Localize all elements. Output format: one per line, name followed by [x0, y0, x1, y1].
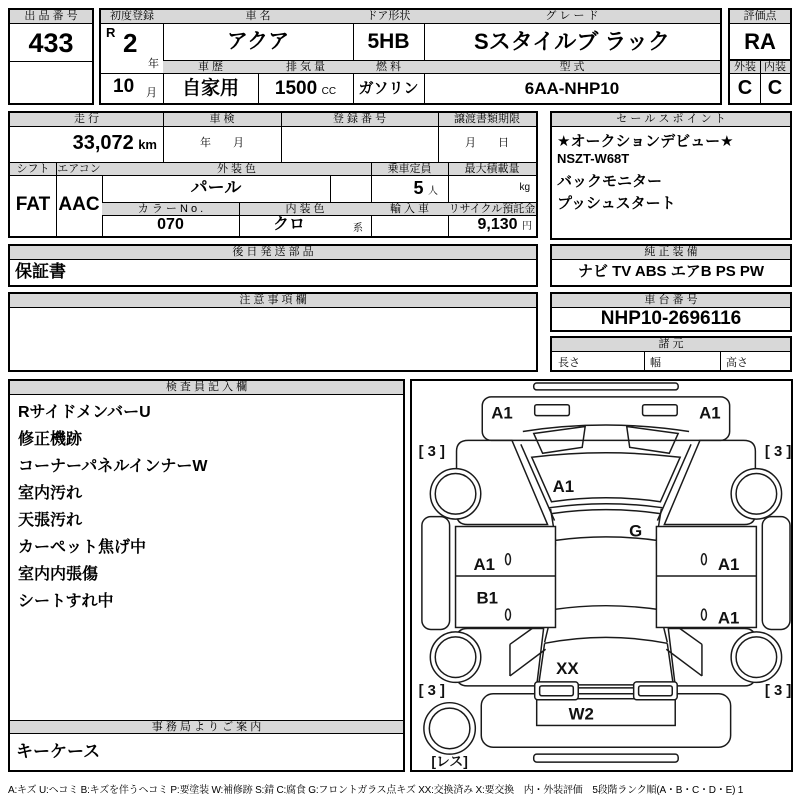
rear-window-bottom	[545, 637, 668, 643]
front-panel	[482, 397, 729, 441]
shift-value: FAT	[15, 194, 51, 215]
color-no-value: 070	[157, 216, 184, 233]
inspector-note-line: 室内汚れ	[18, 485, 83, 502]
transfer-deadline-value: 月 日	[465, 137, 509, 149]
tail-light-left	[535, 682, 579, 700]
chassis-value: NHP10-2696116	[600, 308, 742, 329]
rear-bumper-strip	[534, 754, 678, 762]
mark-right-rear-door: A1	[717, 608, 740, 628]
recycle-deposit-label: リサイクル預託金	[448, 203, 536, 215]
car-diagram	[412, 381, 791, 770]
front-bumper-strip	[534, 383, 678, 390]
office-label: 事 務 局 よ り ご 案 内	[10, 720, 403, 734]
car-name-value: アクア	[226, 30, 290, 53]
equipment-box	[550, 244, 792, 287]
mark-tire-rl: [ 3 ]	[418, 682, 445, 699]
later-parts-value: 保証書	[15, 262, 66, 281]
side-sill-right	[762, 517, 790, 630]
later-parts-box	[8, 244, 538, 287]
history-label: 車 歴	[163, 60, 258, 74]
door-shape-value: 5HB	[367, 30, 410, 53]
displacement-unit: CC	[321, 86, 337, 97]
mark-rear-gate: XX	[556, 658, 579, 678]
tail-light-right	[634, 682, 678, 700]
wheel-rear-left	[430, 632, 480, 682]
side-sill-left	[422, 517, 450, 630]
max-load-label: 最大積載量	[448, 162, 536, 176]
rear-panel	[537, 699, 676, 726]
sales-points-box	[550, 111, 792, 240]
score-box	[728, 8, 792, 105]
sales-points-label: セ ー ル ス ポ イ ン ト	[552, 113, 790, 127]
mark-front-left: A1	[491, 403, 513, 423]
fuel-value: ガソリン	[358, 80, 419, 97]
sales-point-line: ★オークションデビュー★	[557, 133, 734, 150]
mileage-label: 走 行	[10, 113, 163, 127]
import-label: 輸 入 車	[371, 202, 448, 216]
recycle-number: 9,130	[477, 216, 518, 233]
score-label: 評価点	[730, 10, 790, 24]
sales-point-line: プッシュスタート	[557, 195, 676, 212]
recycle-deposit-value	[448, 215, 532, 236]
footer-legend: A:キズ U:ヘコミ B:キズを伴うヘコミ P:要塗装 W:補修跡 S:錆 C:腐食 G:フロントガラス点キズ XX:交換済み X:要交換 内・外装評価 5段階ランク順(A・B・C・D・E) 1	[8, 785, 744, 796]
inspector-notes	[18, 399, 398, 615]
specs-box	[550, 336, 792, 372]
aircon-value: AAC	[58, 194, 100, 215]
exterior-color-value: パール	[190, 178, 242, 197]
registration-number-label: 登 録 番 号	[281, 113, 438, 127]
vehicle-header-box	[99, 8, 722, 105]
displacement-label: 排 気 量	[258, 60, 353, 74]
wheel-front-right	[731, 469, 781, 519]
car-diagram-box	[410, 379, 793, 772]
registration-number-value	[281, 127, 438, 162]
capacity-number: 5	[413, 178, 424, 198]
era-year: 2	[123, 28, 138, 58]
recycle-unit: 円	[522, 221, 532, 232]
inspector-note-line: RサイドメンバーU	[18, 404, 151, 421]
grade-label: グ レ ー ド	[424, 10, 720, 24]
interior-color-suffix: 系	[353, 223, 363, 234]
mark-tire-fl: [ 3 ]	[418, 444, 445, 461]
exterior-color-label: 外 装 色	[102, 162, 371, 176]
tail-connector	[578, 688, 633, 694]
info-box	[8, 111, 538, 238]
interior-color-name: クロ	[272, 216, 305, 233]
mark-left-rear-door: B1	[476, 588, 498, 608]
cowl-curve-2	[552, 510, 661, 514]
lot-number-box	[8, 8, 94, 105]
inspection-value: 年 月	[200, 137, 244, 149]
capacity-value	[371, 175, 438, 202]
import-value	[371, 215, 448, 236]
equipment-value: ナビ TV ABS エアB PS PW	[577, 263, 765, 280]
notes-box	[8, 292, 538, 372]
interior-color-value	[239, 215, 371, 236]
grade-value: Sスタイルブ ラック	[474, 29, 670, 54]
mark-right-front-door: A1	[717, 555, 740, 575]
aircon-label: エアコン	[57, 163, 101, 175]
era-year-unit: 年	[148, 58, 159, 70]
exterior-grade-label: 外装	[730, 60, 760, 74]
displacement-value	[258, 74, 353, 103]
first-registration-era-cell	[101, 24, 163, 74]
lot-number-value: 433	[10, 24, 92, 62]
history-value: 自家用	[181, 78, 239, 99]
spec-height-label: 高さ	[726, 357, 748, 369]
shift-label: シフト	[10, 162, 56, 176]
reg-month-unit: 月	[146, 87, 157, 99]
door-shape-label: ドア形状	[353, 10, 424, 24]
mileage-unit: km	[138, 137, 157, 152]
inspector-note-line: シートすれ中	[18, 593, 114, 610]
chassis-label: 車 台 番 号	[552, 294, 790, 308]
mark-windshield: G	[629, 521, 643, 541]
first-registration-label: 初度登録	[101, 10, 163, 24]
sales-point-line: バックモニター	[557, 173, 663, 190]
mark-spare: [レス]	[431, 753, 468, 770]
notes-label: 注 意 事 項 欄	[10, 294, 536, 308]
interior-grade-label: 内装	[760, 60, 790, 74]
inspector-note-line: 室内内張傷	[18, 566, 99, 583]
sales-point-line: NSZT-W68T	[557, 151, 630, 166]
capacity-unit: 人	[428, 186, 438, 197]
inspector-box	[8, 379, 405, 772]
interior-color-label: 内 装 色	[239, 202, 371, 216]
model-label: 型 式	[424, 60, 720, 74]
notes-value	[15, 310, 531, 366]
first-registration-month-cell	[101, 74, 163, 103]
mark-front-right: A1	[699, 403, 721, 423]
lot-number-label: 出 品 番 号	[10, 10, 92, 24]
wheel-rear-right	[731, 632, 781, 682]
mark-left-front-door: A1	[473, 555, 495, 575]
interior-grade-value: C	[767, 77, 783, 99]
inspector-note-line: カーペット焦げ中	[18, 539, 147, 556]
mark-rear-panel: W2	[568, 704, 594, 724]
color-no-label: カ ラ ー N o .	[102, 202, 239, 216]
inspector-label: 検 査 員 記 入 欄	[10, 381, 403, 395]
mileage-number: 33,072	[72, 132, 134, 154]
fuel-label: 燃 料	[353, 60, 424, 74]
equipment-label: 純 正 装 備	[552, 246, 790, 260]
mark-tire-rr: [ 3 ]	[764, 682, 791, 699]
spec-width-label: 幅	[650, 357, 661, 369]
mark-hood: A1	[552, 476, 575, 496]
transfer-deadline-label: 譲渡書類期限	[438, 113, 536, 127]
chassis-box	[550, 292, 792, 332]
reg-month: 10	[113, 76, 135, 97]
score-value: RA	[730, 24, 790, 60]
mark-tire-fr: [ 3 ]	[764, 444, 791, 461]
displacement-number: 1500	[274, 78, 318, 99]
spare-tire	[424, 703, 475, 754]
inspector-note-line: 天張汚れ	[18, 512, 83, 529]
mileage-value	[10, 127, 157, 162]
era-code: R	[106, 25, 116, 40]
inspection-label: 車 検	[163, 113, 281, 127]
max-load-value: kg	[519, 182, 530, 193]
specs-label: 諸 元	[552, 338, 790, 352]
cowl-curve-1	[550, 504, 663, 508]
exterior-grade-value: C	[737, 77, 753, 99]
inspector-note-line: コーナーパネルインナーW	[18, 458, 208, 475]
model-value: 6AA-NHP10	[524, 79, 620, 98]
capacity-label: 乗車定員	[371, 162, 448, 176]
office-value: キーケース	[16, 742, 101, 761]
wheel-front-left	[430, 469, 480, 519]
spec-length-label: 長さ	[558, 357, 580, 369]
rear-window-top	[553, 606, 660, 610]
later-parts-label: 後 日 発 送 部 品	[10, 246, 536, 260]
car-name-label: 車 名	[163, 10, 353, 24]
inspector-note-line: 修正機跡	[18, 431, 83, 448]
